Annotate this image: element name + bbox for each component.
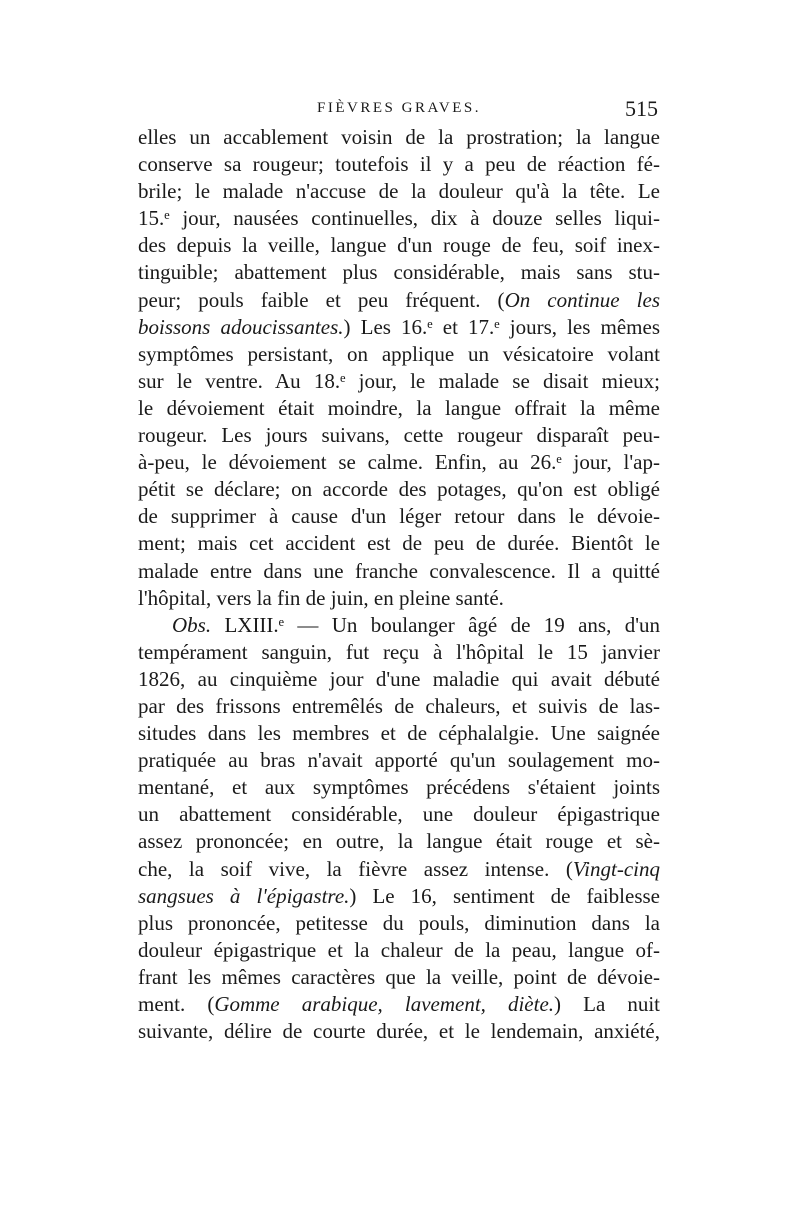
- italic-run: Gomme arabique, lavement, diète.: [214, 992, 555, 1016]
- text-run: mentané, et aux symptômes précédens s'étaient joints: [138, 775, 660, 800]
- text-run: conserve sa rougeur; toutefois il y a peu de réaction fé-: [138, 152, 660, 177]
- text-run: douleur épigastrique et la chaleur de la peau, langue of-: [138, 937, 660, 962]
- text-run: 15.ᵉ jour, nausées continuelles, dix à douze selles liqui-: [138, 206, 660, 231]
- text-run: frant les mêmes caractères que la veille, point de dévoie-: [138, 964, 660, 989]
- text-run: brile; le malade n'accuse de la douleur qu'à la tête. Le: [138, 179, 660, 204]
- text-line: [138, 287, 660, 314]
- text-line: [138, 314, 660, 341]
- text-line: [138, 476, 660, 503]
- text-line: [138, 503, 660, 530]
- text-run: ) Les 16.ᵉ et 17.ᵉ jours, les mêmes: [343, 314, 660, 339]
- text-run: un abattement considérable, une douleur épigastrique: [138, 802, 660, 827]
- page-number: 515: [625, 96, 658, 121]
- text-run: rougeur. Les jours suivans, cette rougeur disparaît peu-: [138, 423, 660, 448]
- page-header: [138, 96, 660, 122]
- body-text: [138, 124, 660, 1045]
- text-line: [138, 801, 660, 828]
- text-run: sur le ventre. Au 18.ᵉ jour, le malade se disait mieux;: [138, 368, 660, 393]
- text-run: ) La nuit: [554, 992, 660, 1016]
- text-line: [138, 151, 660, 178]
- text-run: malade entre dans une franche convalescence. Il a quitté: [138, 558, 660, 583]
- text-run: de supprimer à cause d'un léger retour dans le dévoie-: [138, 504, 660, 529]
- text-run: à-peu, le dévoiement se calme. Enfin, au 26.ᵉ jour, l'ap-: [138, 450, 660, 475]
- text-line: [138, 856, 660, 883]
- text-line: [138, 205, 660, 232]
- text-run: l'hôpital, vers la fin de juin, en pleine santé.: [138, 585, 504, 610]
- text-line: [138, 395, 660, 422]
- italic-run: sangsues à l'épigastre.: [138, 883, 350, 908]
- text-run: che, la soif vive, la fièvre assez intense. (: [138, 856, 573, 881]
- running-title: FIÈVRES GRAVES.: [317, 100, 481, 116]
- text-run: ) Le 16, sentiment de faiblesse: [349, 883, 660, 908]
- text-run: le dévoiement était moindre, la langue offrait la même: [138, 395, 660, 420]
- italic-run: Obs.: [172, 612, 212, 637]
- text-line: [138, 449, 660, 476]
- text-line: [138, 1018, 660, 1045]
- text-run: suivante, délire de courte durée, et le lendemain, anxiété,: [138, 1019, 660, 1044]
- text-run: pétit se déclare; on accorde des potages, qu'on est obligé: [138, 477, 660, 502]
- text-line: [138, 774, 660, 801]
- text-run: LXIII.ᵉ — Un boulanger âgé de 19 ans, d'un: [211, 612, 660, 637]
- text-run: tinguible; abattement plus considérable, mais sans stu-: [138, 260, 660, 285]
- text-line: [138, 558, 660, 585]
- text-line: [138, 422, 660, 449]
- text-line: [138, 530, 660, 557]
- text-line: [138, 259, 660, 286]
- text-run: des depuis la veille, langue d'un rouge de feu, soif inex-: [138, 233, 660, 258]
- text-line: [138, 747, 660, 774]
- text-line: [138, 937, 660, 964]
- text-run: symptômes persistant, on applique un vésicatoire volant: [138, 341, 660, 366]
- text-line: [138, 232, 660, 259]
- text-run: peur; pouls faible et peu fréquent. (: [138, 287, 505, 312]
- text-run: pratiquée au bras n'avait apporté qu'un soulagement mo-: [138, 748, 660, 773]
- text-line: [138, 991, 660, 1018]
- italic-run: Vingt-cinq: [572, 856, 660, 881]
- italic-run: On continue les: [504, 287, 660, 312]
- text-line: [138, 964, 660, 991]
- text-run: plus prononcée, petitesse du pouls, diminution dans la: [138, 910, 660, 935]
- text-run: assez prononcée; en outre, la langue était rouge et sè-: [138, 829, 660, 854]
- text-line: [138, 368, 660, 395]
- text-run: elles un accablement voisin de la prostration; la langue: [138, 125, 660, 149]
- text-run: ment. (: [138, 992, 215, 1016]
- text-line: [138, 910, 660, 937]
- text-run: ment; mais cet accident est de peu de durée. Bientôt le: [138, 531, 660, 556]
- text-run: tempérament sanguin, fut reçu à l'hôpital le 15 janvier: [138, 639, 660, 664]
- text-line: [138, 828, 660, 855]
- text-run: situdes dans les membres et de céphalalgie. Une saignée: [138, 721, 660, 746]
- text-line: [138, 666, 660, 693]
- text-line: [138, 124, 660, 151]
- text-run: par des frissons entremêlés de chaleurs, et suivis de las-: [138, 693, 660, 718]
- text-line: [138, 585, 660, 612]
- text-line: [138, 341, 660, 368]
- text-line: [138, 639, 660, 666]
- text-line: [138, 693, 660, 720]
- text-line: [138, 612, 660, 639]
- text-line: [138, 720, 660, 747]
- text-line: [138, 883, 660, 910]
- text-run: 1826, au cinquième jour d'une maladie qui avait débuté: [138, 666, 660, 691]
- italic-run: boissons adoucissantes.: [138, 314, 344, 339]
- text-line: [138, 178, 660, 205]
